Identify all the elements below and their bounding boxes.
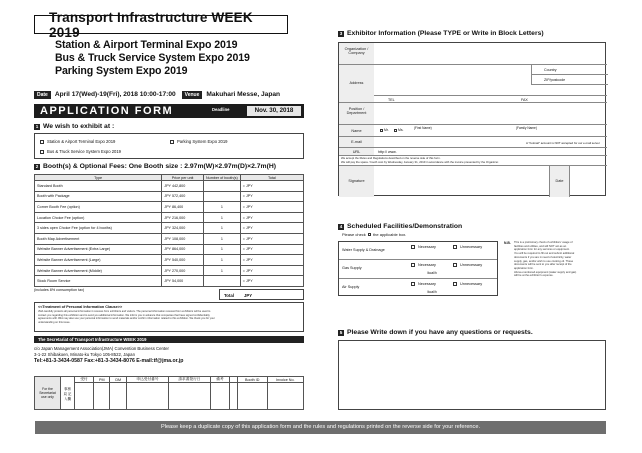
questions-textarea[interactable] bbox=[338, 340, 606, 410]
office-cell bbox=[75, 383, 94, 410]
country-label: Country bbox=[532, 65, 608, 75]
office-use-jp-label: 事務局 記入欄 bbox=[61, 377, 75, 410]
org-label: Organization / Company bbox=[339, 43, 374, 65]
fee-total[interactable]: = JPY bbox=[240, 181, 303, 192]
facilities-table bbox=[338, 241, 498, 296]
zip-label: ZIP/postcode bbox=[532, 75, 608, 85]
title-ms[interactable]: Ms. bbox=[394, 128, 403, 132]
fee-quantity[interactable]: 1 bbox=[203, 244, 240, 255]
date-tag: Date bbox=[34, 91, 51, 99]
section-4-title: Scheduled Facilities/Demonstration bbox=[347, 223, 463, 230]
checkbox-sample-icon bbox=[368, 233, 371, 236]
fee-quantity[interactable] bbox=[203, 276, 240, 287]
checkbox[interactable] bbox=[40, 150, 44, 154]
section-3-number: 3 bbox=[339, 30, 343, 36]
fee-price: JPY 572,400 bbox=[162, 191, 204, 202]
fee-total[interactable]: = JPY bbox=[240, 244, 303, 255]
facility-note-line: Above-mentioned equipment (water supply and gas) bbox=[514, 270, 577, 274]
date-label: Date bbox=[549, 165, 569, 197]
country-zip-block bbox=[531, 65, 607, 85]
signature-input[interactable] bbox=[374, 165, 549, 197]
section-1-heading bbox=[34, 123, 114, 130]
url-label: URL bbox=[339, 148, 374, 156]
fee-row bbox=[35, 212, 304, 223]
fee-row bbox=[35, 233, 304, 244]
fee-total[interactable]: = JPY bbox=[240, 255, 303, 266]
section-1-number: 1 bbox=[35, 123, 39, 129]
checkbox[interactable] bbox=[380, 129, 383, 132]
privacy-clause-box bbox=[34, 302, 304, 332]
exhibit-option-bus-truck[interactable]: Bus & Truck Service System Expo 2019 bbox=[40, 149, 121, 154]
fee-type: Standard Booth bbox=[35, 181, 162, 192]
fee-price: JPY 442,800 bbox=[162, 181, 204, 192]
office-col-4: 申込受付番号 bbox=[127, 377, 169, 383]
nb-label: N.B. bbox=[504, 241, 511, 245]
tel-fax-row bbox=[374, 95, 607, 103]
office-cell bbox=[94, 383, 110, 410]
first-name-field[interactable]: (First Name) bbox=[414, 126, 432, 130]
fee-quantity[interactable]: 1 bbox=[203, 265, 240, 276]
name-label: Name bbox=[339, 125, 374, 137]
office-cell bbox=[127, 383, 169, 410]
checkbox[interactable] bbox=[40, 140, 44, 144]
email-label: E-mail bbox=[339, 137, 374, 148]
fee-total[interactable]: = JPY bbox=[240, 191, 303, 202]
office-cell bbox=[210, 383, 229, 410]
fee-type: Booth Map Advertisement bbox=[35, 233, 162, 244]
expo-title-1: Station & Airport Terminal Expo 2019 bbox=[55, 39, 238, 51]
office-col-3: DM bbox=[110, 377, 127, 383]
office-col-1: 受付 bbox=[75, 377, 94, 383]
event-date: April 17(Wed)-19(Fri), 2018 10:00-17:00 bbox=[54, 91, 176, 98]
deadline-date: Nov. 30, 2018 bbox=[247, 106, 301, 116]
section-4-number: 4 bbox=[339, 223, 343, 229]
event-venue: Makuhari Messe, Japan bbox=[206, 91, 281, 98]
agreement-text: We accept the Rules and Regulations described on the reverse side of this form. We will pay the space / booth cost by Wednesday, January 31, 2019 in accordance with the invoice presented by the Organizer. bbox=[341, 156, 499, 164]
fee-price: JPY 540,000 bbox=[162, 255, 204, 266]
footer-note: Please keep a duplicate copy of this application form and the rules and regulations printed on the reverse side for your reference. bbox=[35, 421, 606, 434]
col-header-type: Type bbox=[35, 175, 162, 181]
office-col-5: 請求書発行日 bbox=[168, 377, 210, 383]
office-col-6: 備考 bbox=[210, 377, 229, 383]
section-2-title: Booth(s) & Optional Fees: One Booth size : 2.97m(W)×2.97m(D)×2.7m(H) bbox=[43, 163, 277, 170]
checkbox[interactable] bbox=[453, 245, 457, 249]
checkbox[interactable] bbox=[170, 140, 174, 144]
facility-unnecessary-option[interactable]: Unnecessary bbox=[453, 263, 482, 267]
email-input[interactable] bbox=[374, 137, 607, 148]
facility-label: Air Supply bbox=[342, 284, 360, 289]
office-cell bbox=[168, 383, 210, 410]
fee-row bbox=[35, 223, 304, 234]
email-note: A "hotmail" account is NOT accepted for our e-mail server bbox=[526, 141, 600, 145]
facility-note-line: application form. bbox=[514, 266, 534, 270]
fee-type: Website Banner Advertisement (Extra Large) bbox=[35, 244, 162, 255]
fee-row bbox=[35, 276, 304, 287]
office-cell bbox=[267, 383, 303, 410]
section-4-heading bbox=[338, 223, 462, 230]
fee-type: Booth with Package bbox=[35, 191, 162, 202]
facility-note-line: supply, gas, and/or wish to use cooking oil. These bbox=[514, 259, 574, 263]
fee-type: Website Banner Advertisement (Large) bbox=[35, 255, 162, 266]
fee-total[interactable]: = JPY bbox=[240, 265, 303, 276]
fee-row bbox=[35, 202, 304, 213]
facility-note-line: facilities and utilities, and will NOT act as an bbox=[514, 244, 567, 248]
fee-price: JPY 108,000 bbox=[162, 233, 204, 244]
checkbox[interactable] bbox=[394, 129, 397, 132]
facility-unit: /kcal/h bbox=[427, 289, 437, 294]
secretariat-org: c/o Japan Management Association(JMA) Convention Business Center bbox=[34, 346, 169, 351]
facility-necessary-option[interactable]: Necessary bbox=[411, 245, 436, 249]
office-col-2: PM bbox=[94, 377, 110, 383]
fee-row bbox=[35, 244, 304, 255]
section-2-number: 2 bbox=[35, 163, 39, 169]
facility-row bbox=[339, 279, 497, 297]
facility-necessary-option[interactable]: Necessary bbox=[411, 263, 436, 267]
fee-quantity[interactable]: 1 bbox=[203, 255, 240, 266]
fee-price: JPY 864,000 bbox=[162, 244, 204, 255]
checkbox[interactable] bbox=[411, 282, 415, 286]
facility-note-line: application form for any services or equipment. bbox=[514, 248, 570, 252]
office-col-invoice: Invoice No. bbox=[267, 377, 303, 383]
fee-price: JPY 324,000 bbox=[162, 223, 204, 234]
fee-total[interactable]: = JPY bbox=[240, 276, 303, 287]
fee-price: JPY 54,000 bbox=[162, 276, 204, 287]
fee-total[interactable]: = JPY bbox=[240, 212, 303, 223]
url-input[interactable] bbox=[374, 148, 607, 156]
form-title: APPLICATION FORM bbox=[40, 105, 174, 117]
facility-necessary-option[interactable]: Necessary bbox=[411, 282, 436, 286]
fee-quantity[interactable]: 1 bbox=[203, 212, 240, 223]
section-5-number: 5 bbox=[339, 329, 343, 335]
fee-type: 3 sides open Choice Fee (option for 4 booths) bbox=[35, 223, 162, 234]
office-cell bbox=[110, 383, 127, 410]
fee-total[interactable]: = JPY bbox=[240, 202, 303, 213]
fee-price: JPY 216,000 bbox=[162, 212, 204, 223]
fee-quantity[interactable] bbox=[203, 191, 240, 202]
fee-type: Website Banner Advertisement (Middle) bbox=[35, 265, 162, 276]
fee-quantity[interactable]: 1 bbox=[203, 233, 240, 244]
privacy-text: JMA carefully protects all personal information it receives from exhibitors and visitors. The personal information received from exhibitors will be used to contact you regarding this exhibition and to send you additional information. We inform you in advance that companies that have signed confidentiality agreements with JMA may also use your personal information to send materials and/or confirm information related to this exhibition. We thank you for your understanding on this issue. bbox=[38, 310, 215, 324]
total-box bbox=[219, 289, 304, 300]
col-header-number: Number of booth(s) bbox=[203, 175, 240, 181]
office-cell bbox=[230, 383, 238, 410]
section-1-title: We wish to exhibit at : bbox=[43, 123, 115, 130]
office-use-label: For the Secretariat use only bbox=[35, 377, 61, 410]
facilities-notes bbox=[514, 241, 576, 278]
fee-quantity[interactable]: 1 bbox=[203, 202, 240, 213]
position-label: Position / Department bbox=[339, 103, 374, 125]
check-instruction: Please check the applicable box. bbox=[342, 232, 407, 237]
exhibitor-info-form bbox=[338, 42, 606, 196]
checkbox[interactable] bbox=[411, 263, 415, 267]
office-cell bbox=[237, 383, 267, 410]
facility-note-line: documents will be sent to you after receipt of the bbox=[514, 263, 572, 267]
privacy-title: <<Treatment of Personal Information Clause>> bbox=[38, 305, 123, 309]
secretariat-bar: The Secretariat of Transport Infrastructure WEEK 2019 bbox=[34, 336, 304, 343]
fee-row bbox=[35, 265, 304, 276]
tax-note: (includes 8% consumption tax) bbox=[34, 288, 85, 292]
family-name-field[interactable]: (Family Name) bbox=[516, 126, 537, 130]
fee-quantity[interactable] bbox=[203, 181, 240, 192]
secretariat-address: 3-1-22 Shibakoen, Minato-ku Tokyo 105-8522, Japan bbox=[34, 352, 135, 357]
fee-table bbox=[34, 174, 304, 287]
facility-label: Water Supply & Drainage bbox=[342, 248, 385, 252]
event-date-row bbox=[34, 90, 304, 99]
tel-label: TEL bbox=[388, 98, 395, 102]
deadline-label: Deadline bbox=[212, 107, 230, 112]
fee-type: Stock Room Service bbox=[35, 276, 162, 287]
event-banner-title: Transport Infrastructure WEEK 2019 bbox=[49, 9, 253, 40]
title-mr[interactable]: Mr. bbox=[380, 128, 389, 132]
expo-title-3: Parking System Expo 2019 bbox=[55, 65, 188, 77]
secretariat-contact: Tel:+81-3-3434-0587 Fax:+81-3-3434-8076 E-mail:tf@jma.or.jp bbox=[34, 358, 184, 364]
facility-unnecessary-option[interactable]: Unnecessary bbox=[453, 282, 482, 286]
org-input[interactable] bbox=[374, 43, 607, 65]
office-use-table bbox=[34, 376, 304, 410]
fax-label: FAX bbox=[521, 98, 528, 102]
section-3-heading bbox=[338, 30, 544, 37]
section-5-heading bbox=[338, 329, 533, 336]
date-input[interactable] bbox=[569, 165, 607, 197]
col-header-total: Total bbox=[240, 175, 303, 181]
application-form-header bbox=[34, 104, 304, 118]
section-2-heading bbox=[34, 163, 276, 170]
exhibit-option-station[interactable]: Station & Airport Terminal Expo 2019 bbox=[40, 139, 115, 144]
exhibit-option-parking[interactable]: Parking System Expo 2019 bbox=[170, 139, 228, 144]
expo-title-2: Bus & Truck Service System Expo 2019 bbox=[55, 52, 250, 64]
facility-row bbox=[339, 242, 497, 260]
facility-note-line: This is a preliminary check of exhibitors' usage of bbox=[514, 241, 573, 244]
fee-row bbox=[35, 255, 304, 266]
checkbox[interactable] bbox=[453, 263, 457, 267]
address-label: Address bbox=[339, 65, 374, 103]
col-header-price: Price per unit bbox=[162, 175, 204, 181]
section-5-title: Please Write down if you have any questions or requests. bbox=[347, 329, 533, 336]
checkbox[interactable] bbox=[411, 245, 415, 249]
facility-note-line: documents if you are in need of electricity, water bbox=[514, 255, 572, 259]
venue-tag: Venue bbox=[182, 91, 203, 99]
event-banner bbox=[34, 9, 288, 40]
office-col-booth-id: Booth ID bbox=[237, 377, 267, 383]
total-value[interactable]: JPY bbox=[244, 293, 253, 298]
exhibit-choice-box bbox=[34, 133, 304, 159]
facility-note-line: You will be required to fill out and submit additional bbox=[514, 252, 575, 256]
fee-type: Corner Booth Fee (option) bbox=[35, 202, 162, 213]
fee-total[interactable]: = JPY bbox=[240, 223, 303, 234]
facility-unnecessary-option[interactable]: Unnecessary bbox=[453, 245, 482, 249]
fee-type: Location Choice Fee (option) bbox=[35, 212, 162, 223]
fee-row bbox=[35, 181, 304, 192]
section-3-title: Exhibitor Information (Please TYPE or Write in Block Letters) bbox=[347, 30, 544, 37]
fee-row bbox=[35, 191, 304, 202]
name-row bbox=[374, 125, 607, 137]
facility-unit: /kcal/h bbox=[427, 271, 437, 276]
fee-price: JPY 86,400 bbox=[162, 202, 204, 213]
signature-label: Signature bbox=[339, 165, 374, 197]
total-label: Total bbox=[224, 293, 234, 298]
facility-label: Gas Supply bbox=[342, 266, 362, 271]
position-input[interactable] bbox=[374, 103, 607, 125]
facility-row bbox=[339, 260, 497, 278]
url-prefix: http:// www. bbox=[378, 150, 397, 154]
checkbox[interactable] bbox=[453, 282, 457, 286]
facility-note-line: will be at the exhibitor's expense. bbox=[514, 274, 554, 278]
fee-total[interactable]: = JPY bbox=[240, 233, 303, 244]
fee-price: JPY 270,000 bbox=[162, 265, 204, 276]
fee-quantity[interactable]: 1 bbox=[203, 223, 240, 234]
